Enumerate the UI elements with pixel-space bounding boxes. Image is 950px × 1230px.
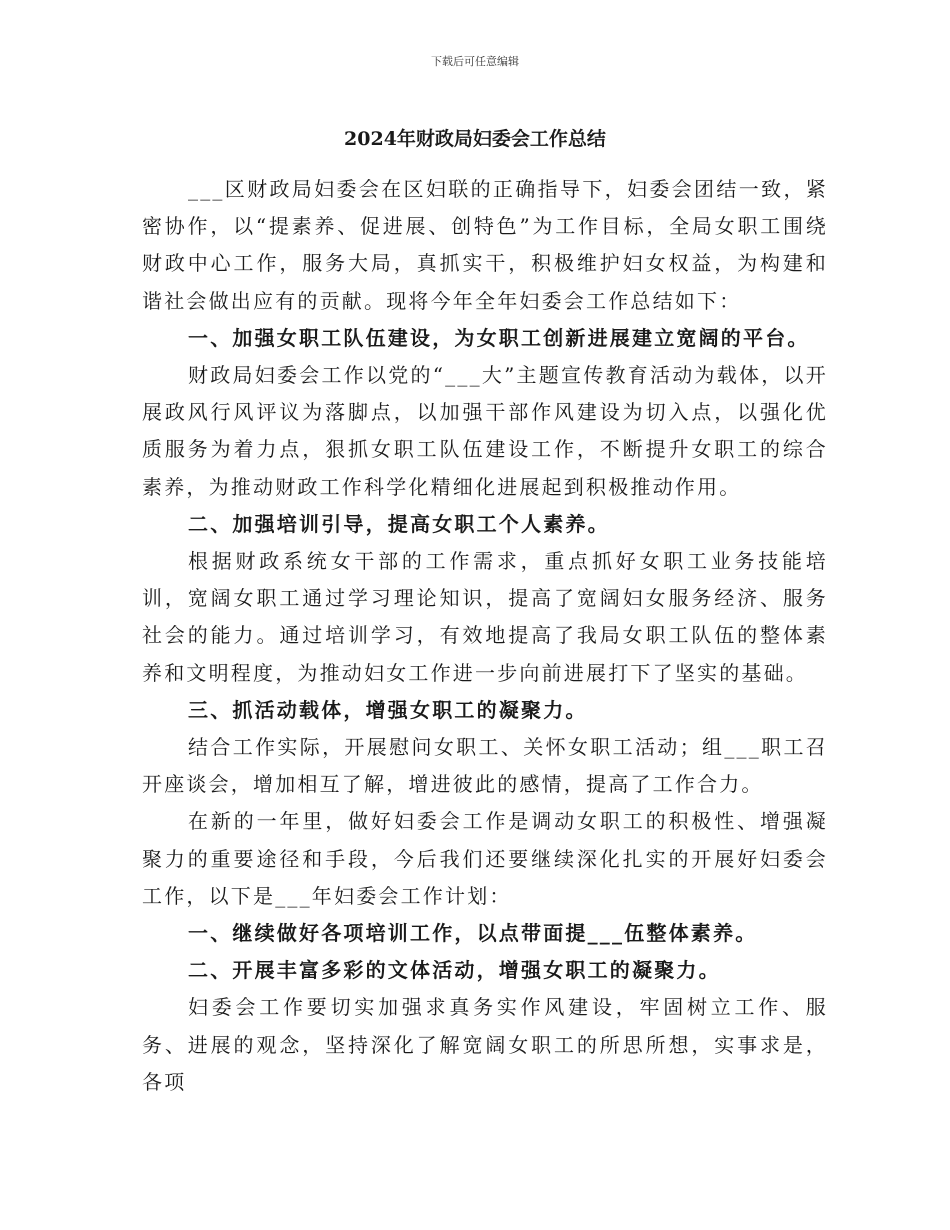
page-title: 2024年财政局妇委会工作总结 [344, 128, 606, 150]
section-heading-2: 二、加强培训引导，提高女职工个人素养。 [188, 511, 610, 536]
document-body [142, 171, 828, 1101]
plan-heading-2: 二、开展丰富多彩的文体活动，增强女职工的凝聚力。 [188, 958, 721, 983]
section-heading-3: 三、抓活动载体，增强女职工的凝聚力。 [188, 697, 588, 722]
plan-heading-1: 一、继续做好各项培训工作，以点带面提___伍整体素养。 [188, 921, 758, 946]
intro-paragraph: ___区财政局妇委会在区妇联的正确指导下，妇委会团结一致，紧密协作，以“提素养、促进展、创特色”为工作目标，全局女职工围绕财政中心工作，服务大局，真抓实干，积极维护妇女权益，为构建和谐社会做出应有的贡献。现将今年全年妇委会工作总结如下： [142, 177, 828, 313]
section-paragraph-2: 根据财政系统女干部的工作需求，重点抓好女职工业务技能培训，宽阔女职工通过学习理论知识，提高了宽阔妇女服务经济、服务社会的能力。通过培训学习，有效地提高了我局女职工队伍的整体素养和文明程度，为推动妇女工作进一步向前进展打下了坚实的基础。 [142, 549, 828, 685]
header-note: 下载后可任意编辑 [431, 55, 519, 68]
section-heading-1: 一、加强女职工队伍建设，为女职工创新进展建立宽阔的平台。 [188, 325, 810, 350]
section-paragraph-3: 结合工作实际，开展慰问女职工、关怀女职工活动；组___职工召开座谈会，增加相互了解，增进彼此的感情，提高了工作合力。 [142, 735, 828, 797]
plan-paragraph-2: 妇委会工作要切实加强求真务实作风建设，牢固树立工作、服务、进展的观念，坚持深化了解宽阔女职工的所思所想，实事求是，各项 [142, 995, 828, 1094]
plan-intro-paragraph: 在新的一年里，做好妇委会工作是调动女职工的积极性、增强凝聚力的重要途径和手段，今后我们还要继续深化扎实的开展好妇委会工作，以下是___年妇委会工作计划： [142, 809, 828, 908]
section-paragraph-1: 财政局妇委会工作以党的“___大”主题宣传教育活动为载体，以开展政风行风评议为落脚点，以加强干部作风建设为切入点，以强化优质服务为着力点，狠抓女职工队伍建设工作，不断提升女职工的综合素养，为推动财政工作科学化精细化进展起到积极推动作用。 [142, 363, 828, 499]
